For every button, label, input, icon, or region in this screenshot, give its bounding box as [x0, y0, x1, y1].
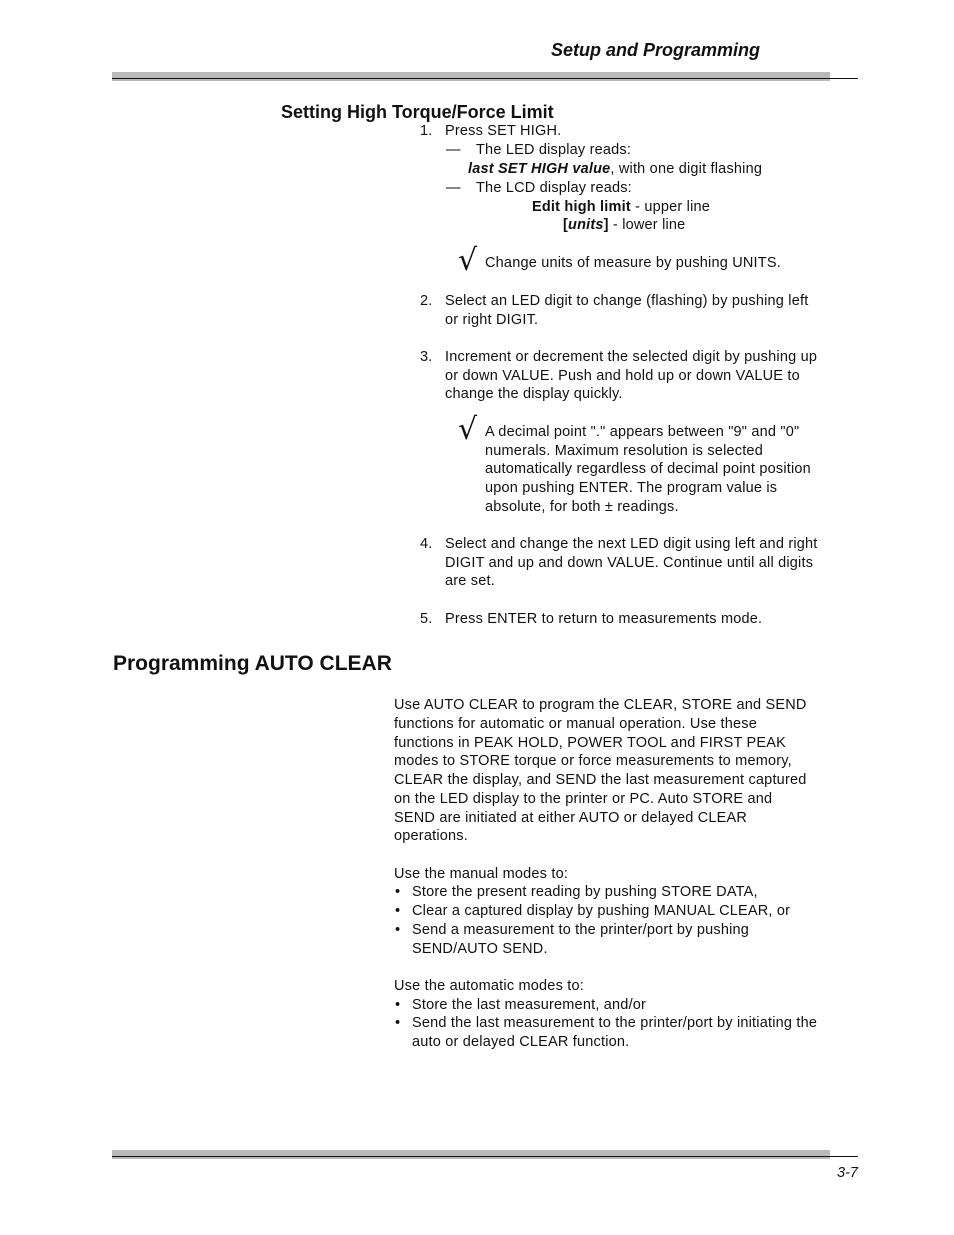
footer-rule-bar — [112, 1150, 830, 1159]
step-3-number: 3. — [420, 349, 433, 365]
step-3-note-line: numerals. Maximum resolution is selected — [485, 443, 763, 459]
lcd-lower-rest: - lower line — [608, 217, 686, 233]
led-value-rest: , with one digit flashing — [610, 161, 763, 177]
checkmark-icon: √ — [458, 243, 478, 278]
step-1-text: Press SET HIGH. — [445, 123, 562, 139]
header-rule-line — [112, 78, 858, 79]
step-3-line: or down VALUE. Push and hold up or down VALUE to — [445, 368, 800, 384]
step-1-lcd-intro: The LCD display reads: — [476, 180, 632, 196]
step-2-line: Select an LED digit to change (flashing) by pushing left — [445, 293, 809, 309]
auto-bullet-cont: auto or delayed CLEAR function. — [412, 1034, 630, 1050]
header-rule-bar — [112, 72, 830, 81]
step-3-note-line: automatically regardless of decimal point position — [485, 461, 811, 477]
step-1-led-value — [468, 160, 762, 179]
section-heading-auto-clear: Programming AUTO CLEAR — [113, 652, 392, 675]
step-4-line: Select and change the next LED digit using left and right — [445, 536, 818, 552]
manual-bullet: Send a measurement to the printer/port by pushing — [412, 922, 750, 938]
manual-bullet: Clear a captured display by pushing MANUAL CLEAR, or — [412, 903, 791, 919]
lcd-units: units — [568, 217, 604, 233]
bullet-icon: • — [395, 884, 401, 900]
step-3-note-line: A decimal point "." appears between "9" and "0" — [485, 424, 800, 440]
step-2-line: or right DIGIT. — [445, 312, 539, 328]
intro-line: functions in PEAK HOLD, POWER TOOL and FIRST PEAK — [394, 735, 787, 751]
intro-line: on the LED display to the printer or PC. Auto STORE and — [394, 791, 773, 807]
bullet-icon: • — [395, 1015, 401, 1031]
step-3-line: Increment or decrement the selected digit by pushing up — [445, 349, 818, 365]
step-5-number: 5. — [420, 611, 433, 627]
step-2-number: 2. — [420, 293, 433, 309]
lcd-upper-line — [532, 198, 710, 217]
footer-rule-line — [112, 1156, 858, 1157]
step-3-note-line: upon pushing ENTER. The program value is — [485, 480, 778, 496]
intro-line: SEND are initiated at either AUTO or delayed CLEAR — [394, 810, 748, 826]
step-3-note-line: absolute, for both ± readings. — [485, 499, 679, 515]
lcd-bracket-close: ] — [603, 217, 609, 233]
manual-bullet-cont: SEND/AUTO SEND. — [412, 941, 548, 957]
lcd-upper-bold: Edit high limit — [532, 199, 631, 215]
intro-line: CLEAR the display, and SEND the last measurement captured — [394, 772, 807, 788]
step-3-line: change the display quickly. — [445, 386, 623, 402]
auto-bullet: Send the last measurement to the printer/port by initiating the — [412, 1015, 818, 1031]
auto-bullet: Store the last measurement, and/or — [412, 997, 647, 1013]
bullet-icon: • — [395, 903, 401, 919]
lcd-lower-line — [563, 216, 685, 235]
intro-line: modes to STORE torque or force measurements to memory, — [394, 753, 792, 769]
led-value-bold: last SET HIGH value — [468, 161, 611, 177]
lcd-upper-rest: - upper line — [630, 199, 711, 215]
running-header-title: Setup and Programming — [551, 40, 761, 60]
section-heading-high-limit: Setting High Torque/Force Limit — [281, 102, 554, 122]
step-4-line: are set. — [445, 573, 495, 589]
intro-line: operations. — [394, 828, 468, 844]
step-4-line: DIGIT and up and down VALUE. Continue until all digits — [445, 555, 814, 571]
bullet-icon: • — [395, 997, 401, 1013]
auto-modes-intro: Use the automatic modes to: — [394, 978, 584, 994]
step-1-number: 1. — [420, 123, 433, 139]
intro-line: Use AUTO CLEAR to program the CLEAR, STORE and SEND — [394, 697, 807, 713]
intro-line: functions for automatic or manual operation. Use these — [394, 716, 758, 732]
step-1-note: Change units of measure by pushing UNITS. — [485, 255, 781, 271]
checkmark-icon: √ — [458, 412, 478, 447]
step-1-dash-2: — — [446, 180, 461, 196]
bullet-icon: • — [395, 922, 401, 938]
step-5-line: Press ENTER to return to measurements mode. — [445, 611, 763, 627]
lcd-bracket-open: [ — [563, 217, 569, 233]
page-number: 3-7 — [837, 1165, 858, 1181]
step-4-number: 4. — [420, 536, 433, 552]
manual-modes-intro: Use the manual modes to: — [394, 866, 569, 882]
manual-bullet: Store the present reading by pushing STORE DATA, — [412, 884, 758, 900]
step-1-led-intro: The LED display reads: — [476, 142, 632, 158]
step-1-dash-1: — — [446, 142, 461, 158]
